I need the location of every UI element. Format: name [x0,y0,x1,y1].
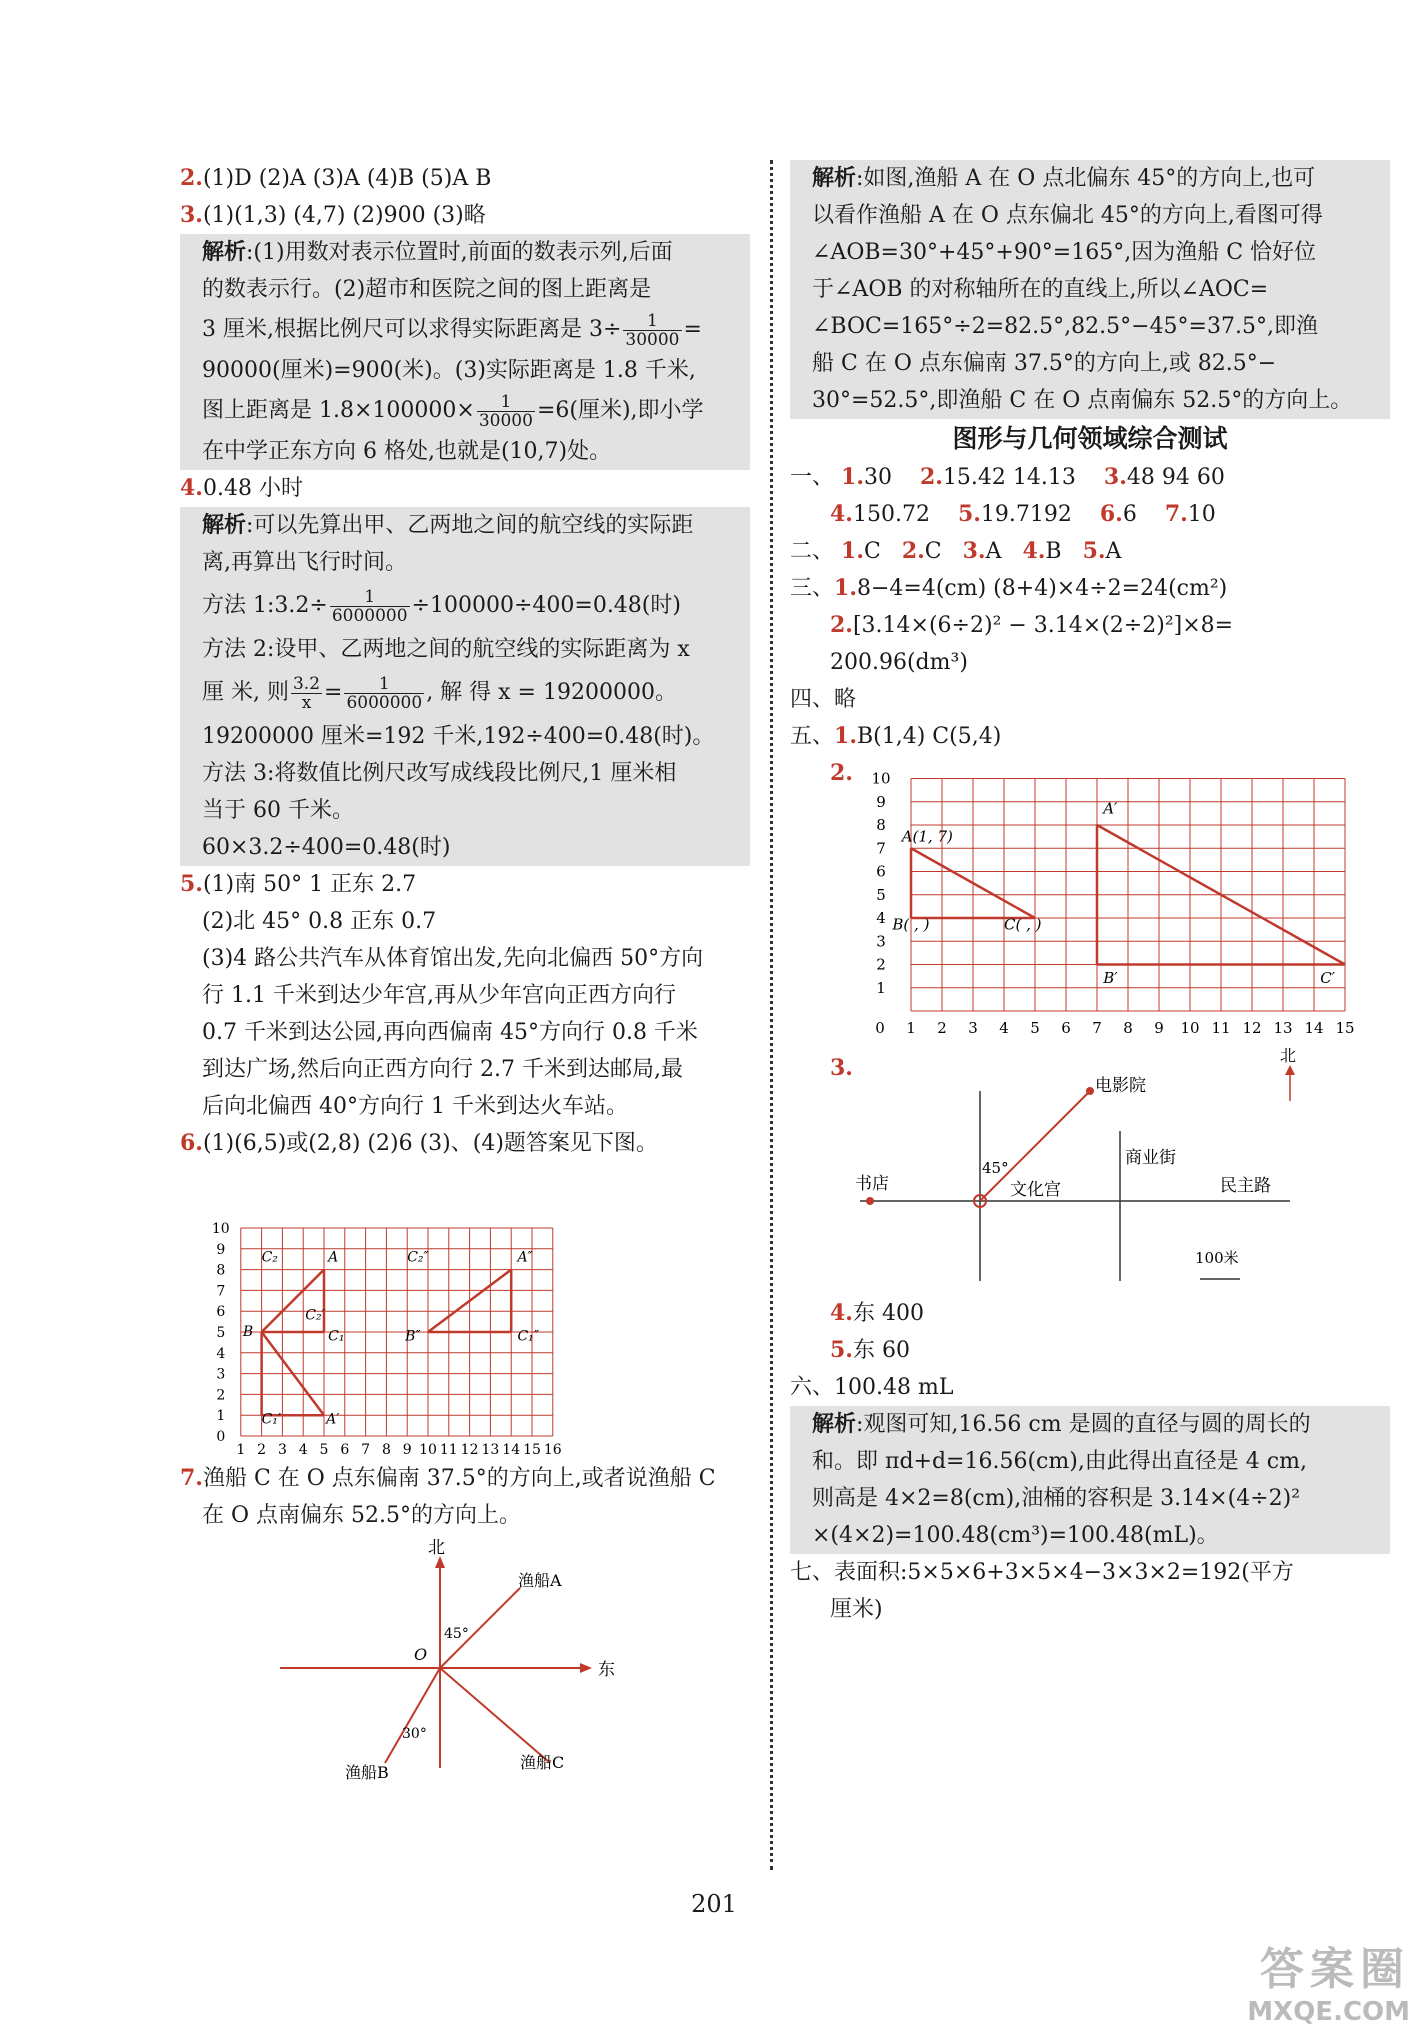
label-angle: 45° [982,1159,1009,1177]
y-tick-label: 10 [871,769,891,788]
x-tick-label: 13 [481,1442,500,1458]
direction-figure-7 [180,1538,700,1783]
x-tick-label: 0 [875,1019,885,1037]
y-tick-label: 8 [216,1262,226,1279]
x-tick-label: 5 [1030,1019,1040,1037]
y-tick-label: 8 [876,816,886,834]
label-cinema: 电影院 [1095,1076,1146,1096]
x-tick-label: 16 [543,1442,562,1458]
y-tick-label: 5 [216,1325,226,1341]
x-tick-label: 3 [968,1019,978,1037]
section-5-item-4: 4.东 400 [830,1300,924,1326]
section-7-cont: 厘米) [830,1597,883,1622]
x-tick-label: 2 [937,1019,947,1037]
section-1-row-1: 一、 1.30 2.15.42 14.13 3.48 94 60 [790,464,1225,490]
x-tick-label: 4 [298,1442,308,1458]
label-a-prime: A′ [326,1411,340,1428]
x-tick-label: 11 [439,1442,458,1458]
column-divider [770,160,773,1870]
x-tick-label: 9 [402,1442,412,1458]
label-a-dprime: A″ [517,1249,533,1266]
answer-5: 5.(1)南 50° 1 正东 2.7 [180,871,417,897]
section-4: 四、略 [790,687,857,712]
y-tick-label: 1 [876,978,886,997]
x-tick-label: 10 [1180,1019,1200,1037]
label-c1-dprime: C₁″ [517,1328,540,1345]
section-1-row-2: 4.150.72 5.19.7192 6.6 7.10 [830,501,1216,527]
section-3-item-2-result: 200.96(dm³) [830,650,968,675]
x-tick-label: 12 [460,1442,479,1458]
watermark-logo: 答案圈 MXQE.COM [1247,1944,1410,2027]
section-3-item-1: 三、1.8−4=4(cm) (8+4)×4÷2=24(cm²) [790,575,1228,601]
x-tick-label: 1 [906,1019,916,1037]
answer-6: 6.(1)(6,5)或(2,8) (2)6 (3)、(4)题答案见下图。 [180,1130,658,1156]
x-tick-label: 9 [1154,1019,1164,1037]
answer-3: 3.(1)(1,3) (4,7) (2)900 (3)略 [180,202,486,228]
label-north: 北 [1280,1046,1297,1065]
label-angle-30: 30° [402,1726,427,1742]
x-tick-label: 12 [1242,1019,1262,1037]
analysis-6: 解析:观图可知,16.56 cm 是圆的直径与圆的周长的 和。即 πd+d=16.56(cm),由此得出直径是 4 cm, 则高是 4×2=8(cm),油桶的容积是 3.14×(4÷2)² ×(4×2)=100.48(cm³)=100.48(mL)。 [790,1406,1390,1554]
x-tick-label: 4 [999,1019,1009,1037]
label-c1-prime: C₁′ [261,1411,282,1428]
x-tick-label: 8 [381,1442,391,1458]
label-b: B [242,1324,254,1341]
label-a-prime: A′ [1103,799,1118,818]
x-tick-label: 15 [523,1442,541,1458]
x-tick-label: 10 [419,1442,437,1458]
section-5-item-5: 5.东 60 [830,1337,910,1363]
y-tick-label: 2 [216,1387,226,1404]
answer-7-body: 在 O 点南偏东 52.5°的方向上。 [202,1503,522,1528]
grid-figure-5-2 [790,756,1355,1046]
label-north: 北 [428,1538,445,1558]
left-column [180,160,750,1787]
section-7: 七、表面积:5×5×6+3×5×4−3×3×2=192(平方 [790,1560,1294,1585]
answer-4: 4.0.48 小时 [180,475,303,501]
label-bookstore: 书店 [855,1174,889,1194]
dot-bookstore [866,1197,874,1205]
y-tick-label: 1 [216,1408,226,1425]
y-tick-label: 6 [216,1304,226,1321]
right-column [790,160,1390,1628]
label-b: B( , ) [892,915,930,934]
label-c2-dprime: C₂″ [407,1249,429,1266]
ray-boat-b [385,1668,440,1763]
x-tick-label: 6 [340,1442,350,1458]
section-5-item-1: 五、1.B(1,4) C(5,4) [790,723,1002,749]
label-a: A(1, 7) [901,827,953,846]
y-tick-label: 9 [876,792,886,811]
grid-figure-6 [190,1166,710,1456]
dot-cinema [1086,1087,1094,1095]
y-tick-label: 7 [216,1283,226,1300]
label-boat-c: 渔船C [520,1753,565,1772]
x-tick-label: 2 [257,1442,267,1458]
y-tick-label: 3 [876,932,886,951]
section-5-item-3: 3. [830,1055,853,1081]
label-a: A [328,1249,339,1266]
y-tick-label: 3 [216,1366,226,1383]
label-angle-45: 45° [444,1626,469,1642]
label-b-dprime: B″ [405,1328,421,1345]
x-tick-label: 6 [1061,1019,1071,1037]
label-c1: C₁ [328,1328,345,1345]
label-east: 东 [598,1660,615,1680]
north-arrow-head [1285,1065,1295,1075]
y-tick-label: 5 [876,885,886,904]
section-2: 二、 1.C 2.C 3.A 4.B 5.A [790,538,1122,564]
y-tick-label: 7 [876,839,886,858]
analysis-7: 解析:如图,渔船 A 在 O 点北偏东 45°的方向上,也可 以看作渔船 A 在 O 点东偏北 45°的方向上,看图可得 ∠AOB=30°+45°+90°=165°,因为渔船 C 恰好位 于∠AOB 的对称轴所在的直线上,所以∠AOC= ∠BOC=165°÷2=82.5°,82.5°−45°=37.5°,即渔 船 C 在 O 点东偏南 37.5°的方向上,或 82.5°− 30°=52.5°,即渔船 C 在 O 点南偏东 52.5°的方向上。 [790,160,1390,419]
answer-7: 7.渔船 C 在 O 点东偏南 37.5°的方向上,或者说渔船 C [180,1465,716,1491]
section-5-item-2: 2. [830,760,853,786]
label-street: 商业街 [1125,1148,1176,1168]
label-scale: 100米 [1195,1249,1239,1267]
section-3-item-2: 2.[3.14×(6÷2)² − 3.14×(2÷2)²]×8= [830,612,1234,638]
label-road: 民主路 [1220,1176,1271,1196]
label-b-prime: B′ [1103,969,1118,988]
x-tick-label: 14 [502,1442,521,1458]
arrow-east [580,1663,592,1673]
x-tick-label: 1 [236,1442,246,1458]
label-c: C( , ) [1004,915,1042,934]
page-number: 201 [691,1890,737,1918]
label-c-prime: C′ [1320,969,1336,988]
x-tick-label: 7 [361,1442,371,1458]
street-map-figure [790,1046,1350,1291]
section-title: 图形与几何领域综合测试 [952,424,1228,453]
x-tick-label: 8 [1123,1019,1133,1037]
label-boat-b: 渔船B [345,1763,389,1782]
analysis-4: 解析:可以先算出甲、乙两地之间的航空线的实际距 离,再算出飞行时间。 方法 1:3.2÷ $\frac{1}{6000000}$ ÷100000÷400=0.48(时) 方法 2:设甲、乙两地之间的航空线的实际距离为 x 厘 米, 则 $\frac{3.2}{x}$ = $\frac{1}{6000000}$ , 解 得 x = 19200000。 19200000 厘米=192 千米,192÷400=0.48(时)。 方法 3:将数值比例尺改写成线段比例尺,1 厘米相 当于 60 千米。 60×3.2÷400=0.48(时) [180,507,750,866]
answer-2: 2.(1)D (2)A (3)A (4)B (5)A B [180,165,492,191]
y-tick-label: 0 [216,1429,226,1445]
answer-5-body: (2)北 45° 0.8 正东 0.7 (3)4 路公共汽车从体育馆出发,先向北偏西 50°方向 行 1.1 千米到达少年宫,再从少年宫向正西方向行 0.7 千米到达公园,再向西偏南 45°方向行 0.8 千米 到达广场,然后向正西方向行 2.7 千米到达邮局,最 后向北偏西 40°方向行 1 千米到达火车站。 [202,909,704,1119]
x-tick-label: 14 [1304,1019,1324,1037]
y-tick-label: 2 [876,955,886,974]
y-tick-label: 9 [216,1241,226,1258]
x-tick-label: 7 [1092,1019,1102,1037]
y-tick-label: 10 [211,1221,230,1237]
ray-boat-c [440,1668,550,1763]
label-palace: 文化宫 [1010,1180,1061,1200]
label-c2: C₂ [261,1249,278,1266]
x-tick-label: 13 [1273,1019,1293,1037]
x-tick-label: 5 [319,1442,329,1458]
label-o: O [414,1645,428,1664]
label-c2-prime: C₂′ [305,1307,325,1324]
x-tick-label: 15 [1335,1019,1355,1037]
y-tick-label: 4 [216,1345,226,1362]
x-tick-label: 11 [1211,1019,1231,1037]
section-6: 六、100.48 mL [790,1375,954,1400]
y-tick-label: 6 [876,862,886,881]
y-tick-label: 4 [876,909,886,927]
label-boat-a: 渔船A [518,1571,562,1590]
analysis-3: 解析:(1)用数对表示位置时,前面的数表示列,后面 的数表示行。(2)超市和医院之间的图上距离是 3 厘米,根据比例尺可以求得实际距离是 3÷ $\frac{1}{30000}$ = 90000(厘米)=900(米)。(3)实际距离是 1.8 千米, 图上距离是 1.8×100000× $\frac{1}{30000}$ =6(厘米),即小学 在中学正东方向 6 格处,也就是(10,7)处。 [180,234,750,470]
x-tick-label: 3 [277,1442,287,1458]
